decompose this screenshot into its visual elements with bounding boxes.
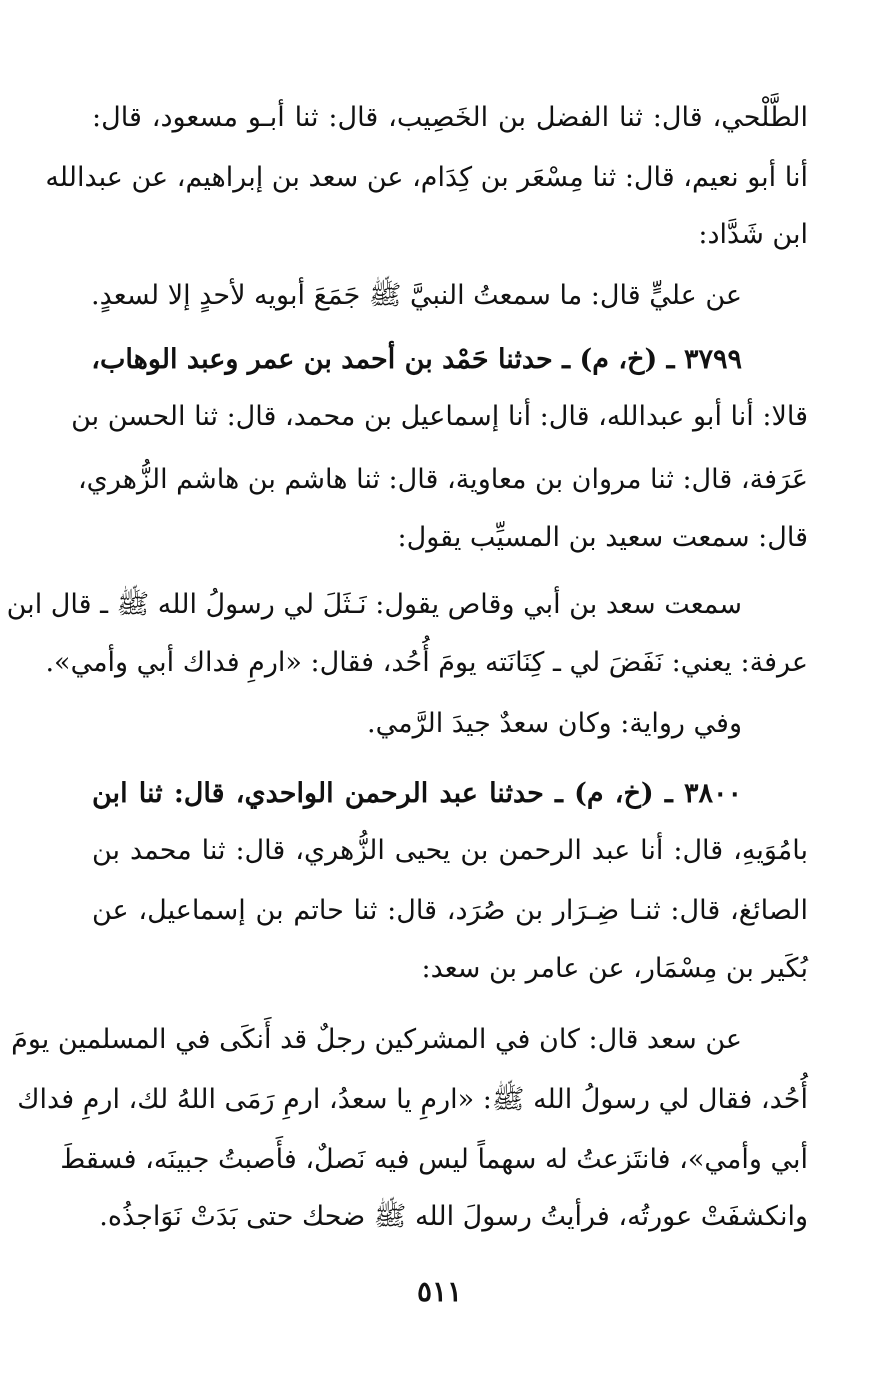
chain-3800-line-1: ٣٨٠٠ ـ (خ، م) ـ حدثنا عبد الرحمن الواحدي، قال: ثنا ابن (92, 778, 742, 809)
chain-3798-line-3: ابن شَدَّاد: (698, 219, 808, 250)
chain-3798-line-1: الطَّلْحي، قال: ثنا الفضل بن الخَصِيب، قال: ثنا أبـو مسعود، قال: (92, 102, 808, 133)
hadith-3800-line-3: أبي وأمي»، فانتَزعتُ له سهماً ليس فيه نَصلٌ، فأَصبتُ جبينَه، فسقطَ (60, 1144, 808, 1175)
chain-3799-line-4: قال: سمعت سعيد بن المسيِّب يقول: (397, 522, 808, 553)
chain-3800-line-2: بامُوَيهِ، قال: أنا عبد الرحمن بن يحيى الزُّهري، قال: ثنا محمد بن (92, 835, 808, 866)
hadith-3800-line-1: عن سعد قال: كان في المشركين رجلٌ قد أَنكَى في المسلمين يومَ (11, 1024, 742, 1055)
riwaya-3799-line-1: وفي رواية: وكان سعدٌ جيدَ الرَّمي. (367, 708, 742, 739)
chain-3799-line-2: قالا: أنا أبو عبدالله، قال: أنا إسماعيل بن محمد، قال: ثنا الحسن بن (71, 401, 808, 432)
hadith-3800-line-2: أُحُد، فقال لي رسولُ الله ﷺ: «ارمِ يا سعدُ، ارمِ رَمَى اللهُ لك، ارمِ فداك (17, 1084, 808, 1115)
chain-3800-line-4: بُكَير بن مِسْمَار، عن عامر بن سعد: (421, 953, 808, 984)
chain-3798-line-2: أنا أبو نعيم، قال: ثنا مِسْعَر بن كِدَام، عن سعد بن إبراهيم، عن عبدالله (45, 162, 808, 193)
hadith-3799-line-2: عرفة: يعني: نَفَضَ لي ـ كِنَانَته يومَ أُحُد، فقال: «ارمِ فداك أبي وأمي». (45, 647, 808, 678)
chain-3799-line-3: عَرَفة، قال: ثنا مروان بن معاوية، قال: ثنا هاشم بن هاشم الزُّهري، (77, 464, 808, 495)
chain-3799-line-1: ٣٧٩٩ ـ (خ، م) ـ حدثنا حَمْد بن أحمد بن عمر وعبد الوهاب، (91, 344, 742, 375)
page-number: ٥١١ (416, 1275, 463, 1308)
hadith-3800-line-4: وانكشفَتْ عورتُه، فرأيتُ رسولَ الله ﷺ ضحك حتى بَدَتْ نَوَاجذُه. (99, 1201, 808, 1232)
hadith-3799-line-1: سمعت سعد بن أبي وقاص يقول: نَـثَلَ لي رسولُ الله ﷺ ـ قال ابن (6, 589, 742, 620)
chain-3800-line-3: الصائغ، قال: ثنـا ضِـرَار بن صُرَد، قال: ثنا حاتم بن إسماعيل، عن (92, 895, 808, 926)
hadith-3798-line-1: عن عليٍّ قال: ما سمعتُ النبيَّ ﷺ جَمَعَ أبويه لأحدٍ إلا لسعدٍ. (91, 280, 742, 311)
